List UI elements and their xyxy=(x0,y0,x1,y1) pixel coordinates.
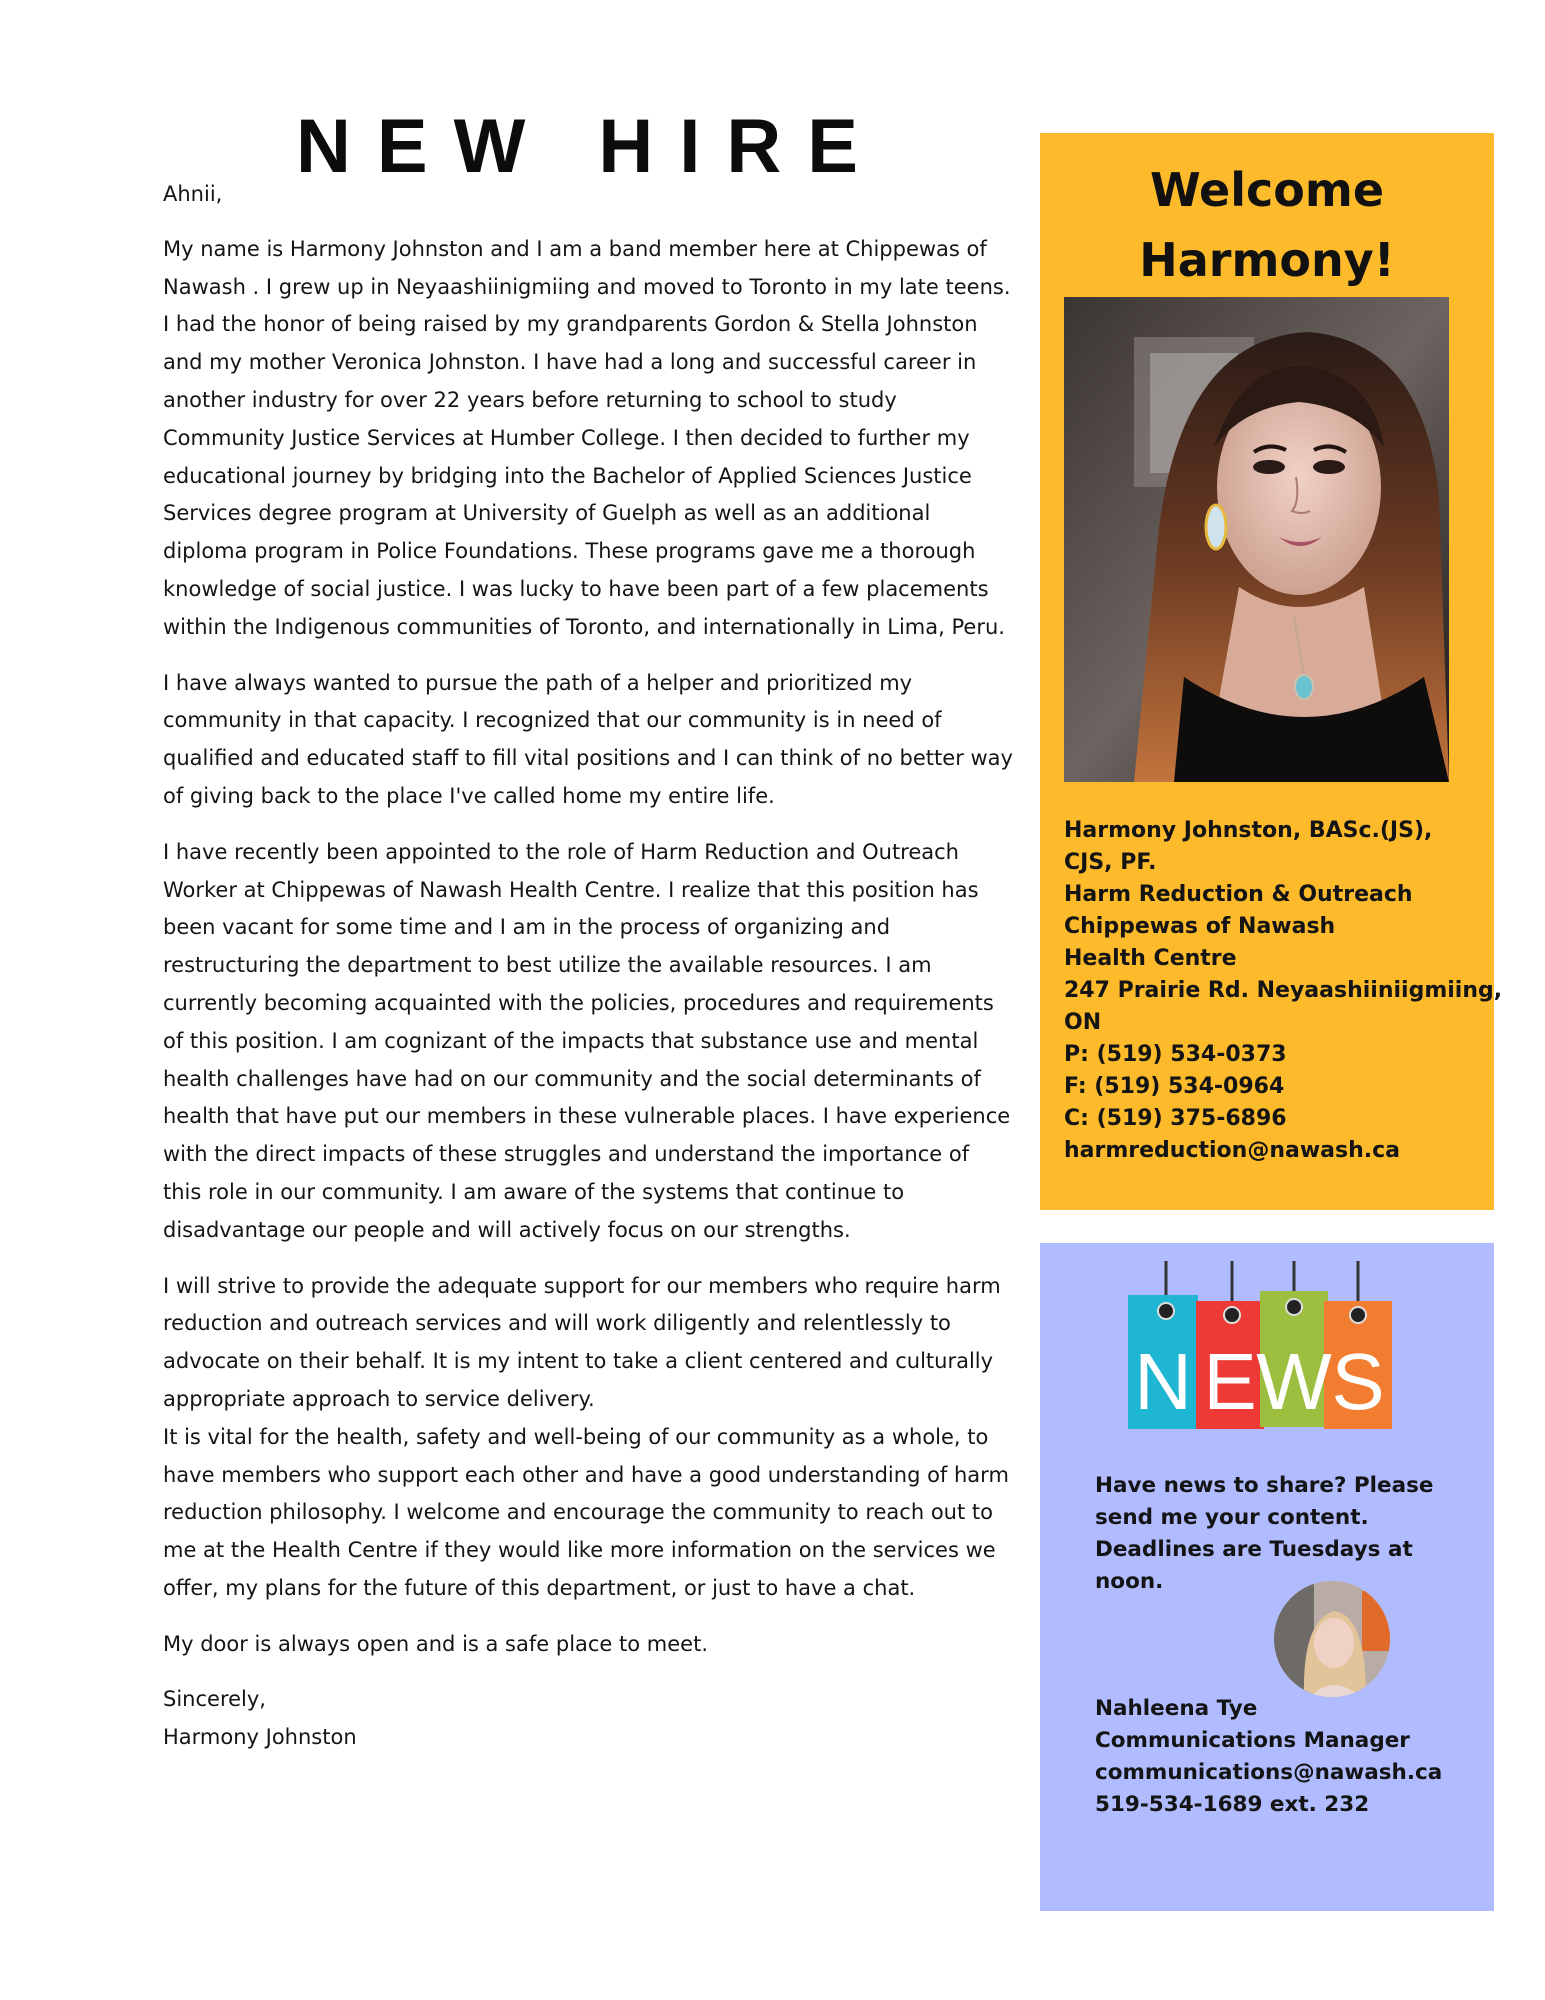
contact-org-2: Health Centre xyxy=(1064,946,1237,971)
contact-details xyxy=(1064,815,1503,1167)
contact-org: Chippewas of Nawash xyxy=(1064,914,1336,939)
contact-province: ON xyxy=(1064,1010,1102,1035)
manager-email[interactable]: communications@nawash.ca xyxy=(1095,1760,1443,1785)
welcome-panel xyxy=(1040,133,1503,1210)
letter-paragraph-3: I have recently been appointed to the role of Harm Reduction and Outreach Worker at Chippewas of Nawash Health Centre. I realize that this position has been vacant for some time and I am in the process of organizing and restructuring the department to best utilize the available resources. I am currently becoming acquainted with the policies, procedures and requirements of this position. I am cognizant of the impacts that substance use and mental health challenges have had on our community and the social determinants of health that have put our members in these vulnerable places. I have experience with the direct impacts of these struggles and understand the importance of this role in our community. I am aware of the systems that continue to disadvantage our people and will actively focus on our strengths. xyxy=(163,839,1011,1242)
tag-hole-2 xyxy=(1224,1307,1240,1323)
manager-title: Communications Manager xyxy=(1095,1728,1410,1753)
welcome-title-line-2: Harmony! xyxy=(1139,233,1395,287)
avatar-image xyxy=(1274,1581,1390,1697)
news-tags-graphic xyxy=(1126,1259,1396,1434)
letter-paragraph-2: I have always wanted to pursue the path of a helper and prioritized my community in that capacity. I recognized that our community is in need of qualified and educated staff to fill vital positions and I can think of no better way of giving back to the place I've called home my entire life. xyxy=(163,670,1013,808)
contact-fax: F: (519) 534-0964 xyxy=(1064,1074,1285,1099)
contact-role: Harm Reduction & Outreach xyxy=(1064,882,1413,907)
letter-paragraph-5: It is vital for the health, safety and well-being of our community as a whole, to have members who support each other and have a good understanding of harm reduction philosophy. I welcome and encourage the community to reach out to me at the Health Centre if they would like more information on the services we offer, my plans for the future of this department, or just to have a chat. xyxy=(163,1424,1009,1600)
letter-signoff: Sincerely, xyxy=(163,1687,266,1712)
contact-email[interactable]: harmreduction@nawash.ca xyxy=(1064,1138,1401,1163)
letter-paragraph-1: My name is Harmony Johnston and I am a band member here at Chippewas of Nawash . I grew up in Neyaashiinigmiing and moved to Toronto in my late teens. I had the honor of being raised by my grandparents Gordon & Stella Johnston and my mother Veronica Johnston. I have had a long and successful career in another industry for over 22 years before returning to school to study Community Justice Services at Humber College. I then decided to further my educational journey by bridging into the Bachelor of Applied Sciences Justice Services degree program at University of Guelph as well as an additional diploma program in Police Foundations. These programs gave me a thorough knowledge of social justice. I was lucky to have been part of a few placements within the Indigenous communities of Toronto, and internationally in Lima, Peru. xyxy=(163,236,1011,639)
letter-signature: Harmony Johnston xyxy=(163,1725,357,1750)
letter-closing: My door is always open and is a safe place to meet. xyxy=(163,1631,708,1656)
tag-hole-1 xyxy=(1158,1303,1174,1319)
contact-credentials: CJS, PF. xyxy=(1064,850,1157,875)
welcome-title-line-1: Welcome xyxy=(1149,163,1385,217)
letter-body xyxy=(163,176,1013,1775)
portrait-image xyxy=(1064,297,1449,782)
news-contact xyxy=(1095,1693,1485,1821)
manager-phone: 519-534-1689 ext. 232 xyxy=(1095,1792,1370,1817)
tag-hole-3 xyxy=(1286,1299,1302,1315)
contact-phone: P: (519) 534-0373 xyxy=(1064,1042,1287,1067)
tag-hole-4 xyxy=(1350,1307,1366,1323)
news-letter-w: W xyxy=(1256,1337,1332,1426)
news-panel xyxy=(1040,1243,1494,1911)
harmony-photo xyxy=(1064,297,1449,782)
news-letter-n: N xyxy=(1134,1337,1192,1426)
news-letter-e: E xyxy=(1203,1337,1257,1426)
letter-greeting: Ahnii, xyxy=(163,182,223,206)
manager-name: Nahleena Tye xyxy=(1095,1696,1258,1721)
welcome-title xyxy=(1040,155,1494,295)
news-prompt: Have news to share? Please send me your content. Deadlines are Tuesdays at noon. xyxy=(1095,1473,1434,1594)
page-title: NEW HIRE xyxy=(296,104,884,189)
contact-address: 247 Prairie Rd. Neyaashiiniigmiing, xyxy=(1064,978,1503,1003)
news-letter-s: S xyxy=(1331,1337,1385,1426)
avatar xyxy=(1274,1581,1390,1697)
contact-name: Harmony Johnston, BASc.(JS), xyxy=(1064,818,1433,843)
contact-cell: C: (519) 375-6896 xyxy=(1064,1106,1287,1131)
letter-paragraph-4: I will strive to provide the adequate support for our members who require harm reduction and outreach services and will work diligently and relentlessly to advocate on their behalf. It is my intent to take a client centered and culturally appropriate approach to service delivery. xyxy=(163,1273,1001,1411)
